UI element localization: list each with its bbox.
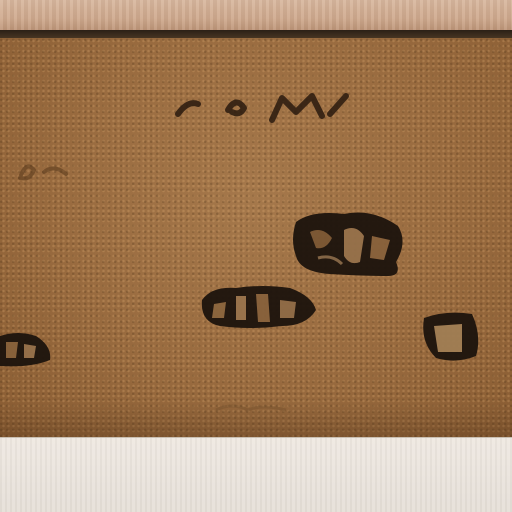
lettering-bottom-faint [216,406,286,410]
lettering-block-right-small [423,313,478,361]
lettering-block-left-edge [0,333,50,366]
lettering-block-middle [202,286,316,328]
lettering-block-right [293,213,403,277]
lettering-row-top [178,96,346,120]
lettering-left-faint [20,166,66,178]
